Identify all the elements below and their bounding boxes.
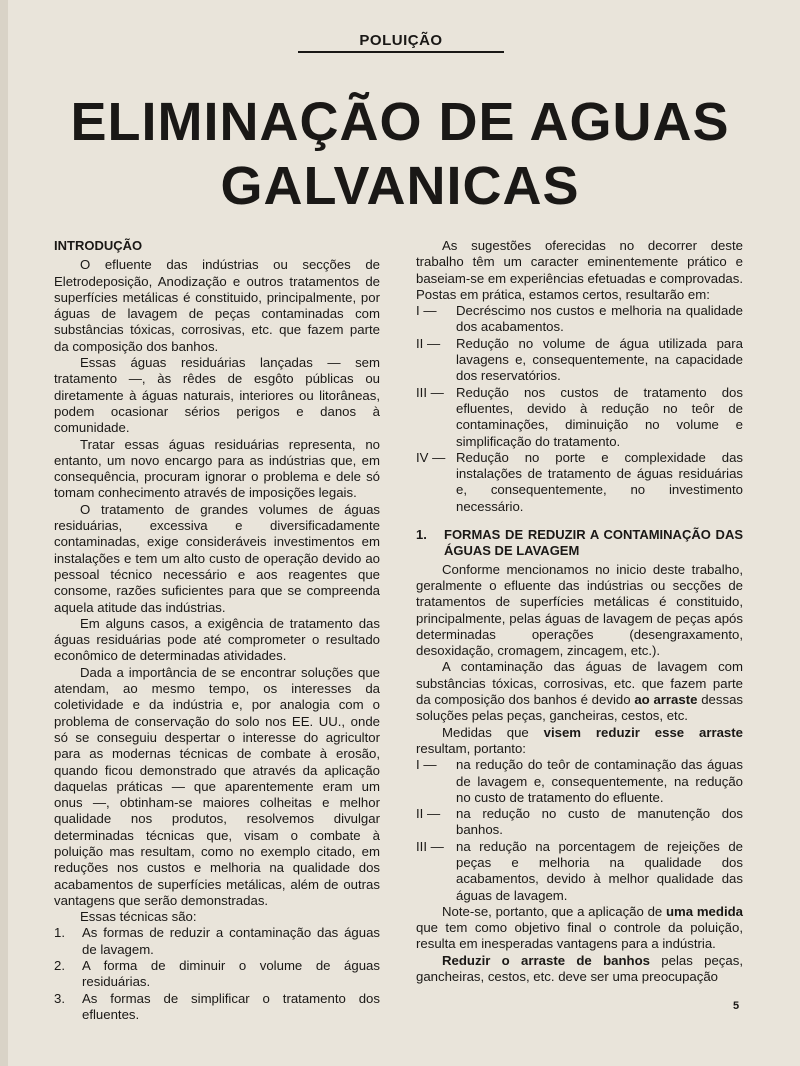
text-run: Medidas que [442, 724, 544, 740]
bold-text: ao arraste [634, 692, 698, 708]
article-title [40, 90, 760, 218]
list-item [54, 958, 380, 991]
list-text: na redução no custo de manutenção dos banhos. [456, 806, 743, 838]
section-number: 1. [416, 527, 427, 543]
text-run: resultam, portanto: [416, 740, 526, 756]
list-item [416, 385, 743, 450]
section-tag: POLUIÇÃO [359, 32, 443, 49]
paragraph: Conforme mencionamos no inicio deste trabalho, geralmente o efluente das indústrias ou secções de tratamentos de superfícies metálicas é constituido, principalmente, pelas águas de lavagem de peças após determinadas operações (desengraxamento, desoxidação, cromagem, zincagem, etc.). [416, 561, 743, 659]
text-run: A contaminação das águas de lavagem com substâncias tóxicas, corrosivas, etc. que fazem parte da composição dos banhos é devido [416, 659, 743, 708]
paragraph: As sugestões oferecidas no decorrer deste trabalho têm um caracter eminentemente prático e baseiam-se em experiências efetuadas e comprovadas. Postas em prática, estamos certos, resultarão em: [416, 238, 743, 302]
paragraph: Dada a importância de se encontrar soluções que atendam, ao mesmo tempo, os interesses da coletividade e da indústria e, por analogia com o problema de conservação do solo nos EE. UU., onde só se conseguiu despertar o interesse do agricultor para as modernas técnicas de combate à erosão, quando ficou demonstrado que através da aplicação daquelas práticas — que aparentemente eram um onus —, obtinham-se maiores colheitas e melhor qualidade nos produtos, resolvemos divulgar determinadas técnicas que, visam o combate à poluição mas resultam, como no exemplo citado, em reduções nos custos e melhoria na qualidade dos acabamentos de superfícies metálicas, além de outras vantagens que serão demonstradas. [54, 664, 380, 908]
list-number: I — [416, 303, 437, 319]
list-item [416, 757, 743, 806]
list-text: na redução do teôr de contaminação das águas de lavagem e, consequentemente, na redução no custo de tratamento do efluente. [456, 757, 743, 805]
list-item [416, 336, 743, 385]
list-number: 2. [54, 958, 65, 974]
paragraph: O efluente das indústrias ou secções de Eletrodeposição, Anodização e outros tratamentos de superfícies metálicas é constituido, principalmente, por águas de lavagem de peças contaminadas com substâncias tóxicas, corrosivas, etc. que fazem parte da composição dos banhos. [54, 257, 380, 354]
results-list [416, 303, 743, 515]
list-item [416, 303, 743, 336]
list-number: 3. [54, 990, 65, 1006]
paragraph [416, 725, 743, 758]
paragraph [416, 953, 743, 986]
list-item [416, 450, 743, 515]
bold-text: visem reduzir esse arraste [543, 724, 743, 740]
paragraph [416, 659, 743, 724]
list-text: A forma de diminuir o volume de águas residuárias. [82, 958, 380, 990]
text-run: dessas soluções pelas peças, gancheiras, cestos, etc. [416, 692, 743, 724]
paragraph: O tratamento de grandes volumes de águas residuárias, excessiva e diversificadamente contaminadas, exige consideráveis investimentos em instalações e tem um alto custo de operação devido ao pessoal técnico necessário e aos reagentes que consome, razões suficientes para que se compreenda aquela atitude das indústrias. [54, 501, 380, 615]
paragraph: Essas técnicas são: [80, 909, 197, 925]
section-rule [298, 51, 504, 53]
list-text: As formas de reduzir a contaminação das águas de lavagem. [82, 925, 380, 957]
list-number: III — [416, 384, 444, 400]
text-run: que tem como objetivo final o controle da poluição, resulta em inesperadas vantagens para a indústria. [416, 920, 743, 952]
list-item [54, 925, 380, 958]
bold-text: Reduzir o arraste de banhos [442, 952, 650, 968]
bold-text: uma medida [665, 903, 743, 919]
list-number: III — [416, 838, 444, 854]
list-number: IV — [416, 449, 446, 465]
left-column [54, 238, 380, 1023]
list-text: Decréscimo nos custos e melhoria na qualidade dos acabamentos. [456, 303, 743, 335]
list-number: II — [416, 806, 441, 822]
list-item [54, 991, 380, 1024]
text-run: Note-se, portanto, que a aplicação de [442, 903, 666, 919]
section-title: FORMAS DE REDUZIR A CONTAMINAÇÃO DAS ÁGUAS DE LAVAGEM [444, 527, 743, 559]
measures-list [416, 757, 743, 904]
list-text: Redução no porte e complexidade das instalações de tratamento de águas residuárias e, consequentemente, no investimento necessário. [456, 449, 743, 514]
list-text: Redução nos custos de tratamento dos efluentes, devido à redução no teôr de contaminações, diminuição no volume e simplificação do tratamento. [456, 384, 743, 449]
title-line-1: ELIMINAÇÃO DE AGUAS [70, 92, 730, 152]
paragraph: Tratar essas águas residuárias representa, no entanto, um novo encargo para as indústrias que, em consequência, procuram ignorar o problema e dele só tomam conhecimento através de imposições legais. [54, 436, 380, 501]
list-text: As formas de simplificar o tratamento dos efluentes. [82, 990, 380, 1022]
text-run: pelas peças, gancheiras, cestos, etc. deve ser uma preocupação [416, 952, 743, 985]
paragraph [416, 904, 743, 953]
title-line-2: GALVANICAS [220, 156, 580, 216]
list-number: I — [416, 757, 437, 773]
intro-heading: INTRODUÇÃO [54, 238, 143, 253]
list-item [416, 839, 743, 904]
list-item [416, 806, 743, 839]
list-text: Redução no volume de água utilizada para lavagens e, consequentemente, na capacidade dos reservatórios. [456, 335, 743, 384]
paragraph: Em alguns casos, a exigência de tratamento das águas residuárias pode até comprometer o resultado econômico de determinadas atividades. [54, 615, 380, 664]
techniques-list [54, 925, 380, 1023]
section-heading [416, 527, 743, 560]
paragraph: Essas águas residuárias lançadas — sem tratamento —, às rêdes de esgôto públicas ou diretamente à águas naturais, interiores ou litorâneas, podem ocasionar sérios perigos e danos à comunidade. [54, 355, 380, 436]
list-number: 1. [54, 925, 65, 941]
page-edge [0, 0, 8, 1066]
list-number: II — [416, 335, 441, 351]
list-text: na redução na porcentagem de rejeições de peças e melhoria na qualidade dos acabamentos, devido à melhor qualidade das águas de lavagem. [456, 838, 743, 903]
page-number: 5 [733, 1000, 740, 1012]
right-column [416, 238, 743, 985]
